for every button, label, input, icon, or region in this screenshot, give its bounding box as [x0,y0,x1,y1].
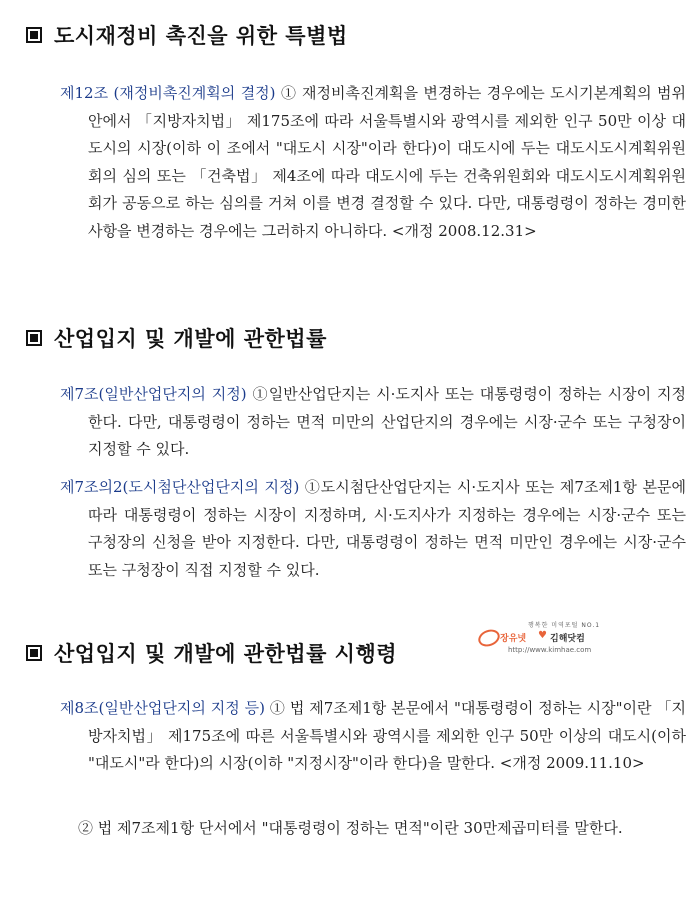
section-heading-3 [26,638,397,668]
logo-swirl-icon [476,627,502,650]
kimhae-logo [478,618,628,664]
section-heading-1 [26,20,348,50]
logo-tagline: 행복한 미역포털 NO.1 [528,622,601,629]
article-title: 제7조의2(도시첨단산업단지의 지정) [60,478,300,496]
article-8-paragraph-2: ② 법 제7조제1항 단서에서 "대통령령이 정하는 면적"이란 30만제곱미터를 말한다. [78,819,623,837]
logo-brand-a: 장유넷 [500,634,527,644]
article-12 [60,80,686,245]
article-7-2 [60,474,686,584]
article-title: 제8조(일반산업단지의 지정 등) [60,699,265,717]
heart-icon: ♥ [538,630,547,641]
article-7 [60,381,686,464]
square-bullet-icon [26,645,42,661]
article-body: ①일반산업단지는 시·도지사 또는 대통령령이 정하는 시장이 지정한다. 다만, 대통령령이 정하는 면적 미만의 산업단지의 경우에는 시장·군수 또는 구청장이 지정할 수 있다. [88,385,686,458]
section-heading-text: 도시재정비 촉진을 위한 특별법 [54,24,348,48]
section-heading-text: 산업입지 및 개발에 관한법률 [54,327,327,351]
logo-url: http://www.kimhae.com [508,646,592,654]
section-heading-text: 산업입지 및 개발에 관한법률 시행령 [54,642,398,666]
article-title: 제12조 (재정비촉진계획의 결정) [60,84,276,102]
article-title: 제7조(일반산업단지의 지정) [60,385,247,403]
logo-brand-b: 김해닷컴 [550,634,585,644]
article-body: ①도시첨단산업단지는 시·도지사 또는 제7조제1항 본문에 따라 대통령령이 정하는 시장이 지정하며, 시·도지사가 지정하는 경우에는 시장·군수 또는 구청장의 신청을 받아 지정한다. 다만, 대통령령이 정하는 면적 미만인 경우에는 시장·군수 또는 구청장이 직접 지정할 수 있다. [88,478,686,579]
section-heading-2 [26,323,327,353]
article-8 [60,695,686,778]
article-body: ① 재정비촉진계획을 변경하는 경우에는 도시기본계획의 범위 안에서 「지방자치법」 제175조에 따라 서울특별시와 광역시를 제외한 인구 50만 이상 대도시의 시장(이하 이 조에서 "대도시 시장"이라 한다)이 대도시에 두는 대도시도시계획위원회의 심의 또는 「건축법」 제4조에 따라 대도시에 두는 건축위원회와 대도시도시계획위원회가 공동으로 하는 심의를 거쳐 이를 변경 결정할 수 있다. 다만, 대통령령이 정하는 경미한 사항을 변경하는 경우에는 그러하지 아니하다. <개정 2008.12.31> [88,84,686,240]
square-bullet-icon [26,27,42,43]
square-bullet-icon [26,330,42,346]
article-body: ① 법 제7조제1항 본문에서 "대통령령이 정하는 시장"이란 「지방자치법」 제175조에 따른 서울특별시와 광역시를 제외한 인구 50만 이상의 대도시(이하 "대도시"라 한다)의 시장(이하 "지정시장"이라 한다)을 말한다. <개정 2009.11.10> [88,699,686,772]
